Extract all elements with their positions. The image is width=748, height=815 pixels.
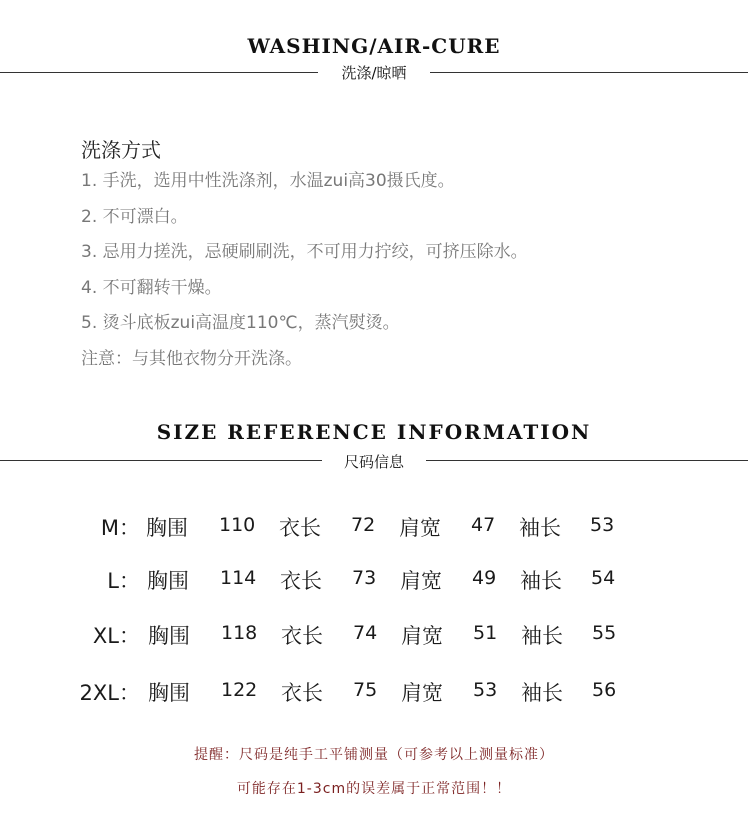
chest-value: 118 bbox=[221, 622, 258, 644]
size-info-subtitle bbox=[0, 451, 748, 472]
chest-label: 胸围 bbox=[146, 516, 188, 540]
length-label: 衣长 bbox=[281, 624, 323, 648]
length-value: 72 bbox=[351, 514, 376, 536]
measurement-reminder: 提醒：尺码是纯手工平铺测量（可参考以上测量标准） bbox=[194, 747, 554, 763]
shoulder-label: 肩宽 bbox=[399, 516, 441, 540]
size-row-2xl bbox=[0, 677, 748, 707]
washing-instruction-item: 1. 手洗，选用中性洗涤剂，水温zui高30摄氏度。 bbox=[81, 171, 455, 191]
length-value: 74 bbox=[353, 622, 378, 644]
chest-value: 122 bbox=[221, 679, 258, 701]
shoulder-label: 肩宽 bbox=[400, 569, 442, 593]
shoulder-label: 肩宽 bbox=[401, 681, 443, 705]
shoulder-label: 肩宽 bbox=[401, 624, 443, 648]
sleeve-label: 袖长 bbox=[519, 516, 561, 540]
size-label: 2XL： bbox=[79, 681, 140, 705]
shoulder-value: 51 bbox=[473, 622, 498, 644]
size-info-title: SIZE REFERENCE INFORMATION bbox=[156, 420, 592, 444]
size-row-m bbox=[0, 512, 748, 542]
sleeve-value: 54 bbox=[591, 567, 616, 589]
chest-label: 胸围 bbox=[148, 624, 190, 648]
washing-instruction-item: 3. 忌用力搓洗，忌硬刷刷洗，不可用力拧绞，可挤压除水。 bbox=[81, 242, 528, 262]
size-row-xl bbox=[0, 620, 748, 650]
sleeve-value: 56 bbox=[592, 679, 617, 701]
measurement-error-note: 可能存在1-3cm的误差属于正常范围！！ bbox=[236, 781, 512, 797]
washing-instruction-item: 2. 不可漂白。 bbox=[81, 206, 188, 227]
chest-label: 胸围 bbox=[147, 569, 189, 593]
length-value: 73 bbox=[352, 567, 377, 589]
washing-caution-note: 注意：与其他衣物分开洗涤。 bbox=[81, 348, 302, 369]
size-label: M： bbox=[100, 516, 140, 540]
washing-title: WASHING/AIR-CURE bbox=[247, 34, 501, 58]
chest-value: 110 bbox=[219, 514, 256, 536]
shoulder-value: 49 bbox=[472, 567, 497, 589]
washing-subtitle-text: 洗涤/晾晒 bbox=[331, 64, 416, 82]
sleeve-value: 53 bbox=[590, 514, 615, 536]
length-label: 衣长 bbox=[280, 569, 322, 593]
washing-instruction-item: 4. 不可翻转干燥。 bbox=[81, 277, 222, 298]
size-info-subtitle-text: 尺码信息 bbox=[334, 453, 414, 471]
length-label: 衣长 bbox=[281, 681, 323, 705]
washing-method-heading: 洗涤方式 bbox=[81, 138, 161, 162]
sleeve-value: 55 bbox=[592, 622, 617, 644]
washing-instructions-list bbox=[81, 170, 528, 383]
size-label: XL： bbox=[92, 624, 140, 648]
sleeve-label: 袖长 bbox=[521, 624, 563, 648]
chest-value: 114 bbox=[220, 567, 257, 589]
length-label: 衣长 bbox=[279, 516, 321, 540]
size-row-l bbox=[0, 565, 748, 595]
chest-label: 胸围 bbox=[148, 681, 190, 705]
length-value: 75 bbox=[353, 679, 378, 701]
sleeve-label: 袖长 bbox=[521, 681, 563, 705]
size-label: L： bbox=[107, 569, 140, 593]
washing-instruction-item: 5. 烫斗底板zui高温度110℃，蒸汽熨烫。 bbox=[81, 313, 400, 333]
washing-subtitle bbox=[0, 62, 748, 83]
shoulder-value: 47 bbox=[471, 514, 496, 536]
shoulder-value: 53 bbox=[473, 679, 498, 701]
sleeve-label: 袖长 bbox=[520, 569, 562, 593]
